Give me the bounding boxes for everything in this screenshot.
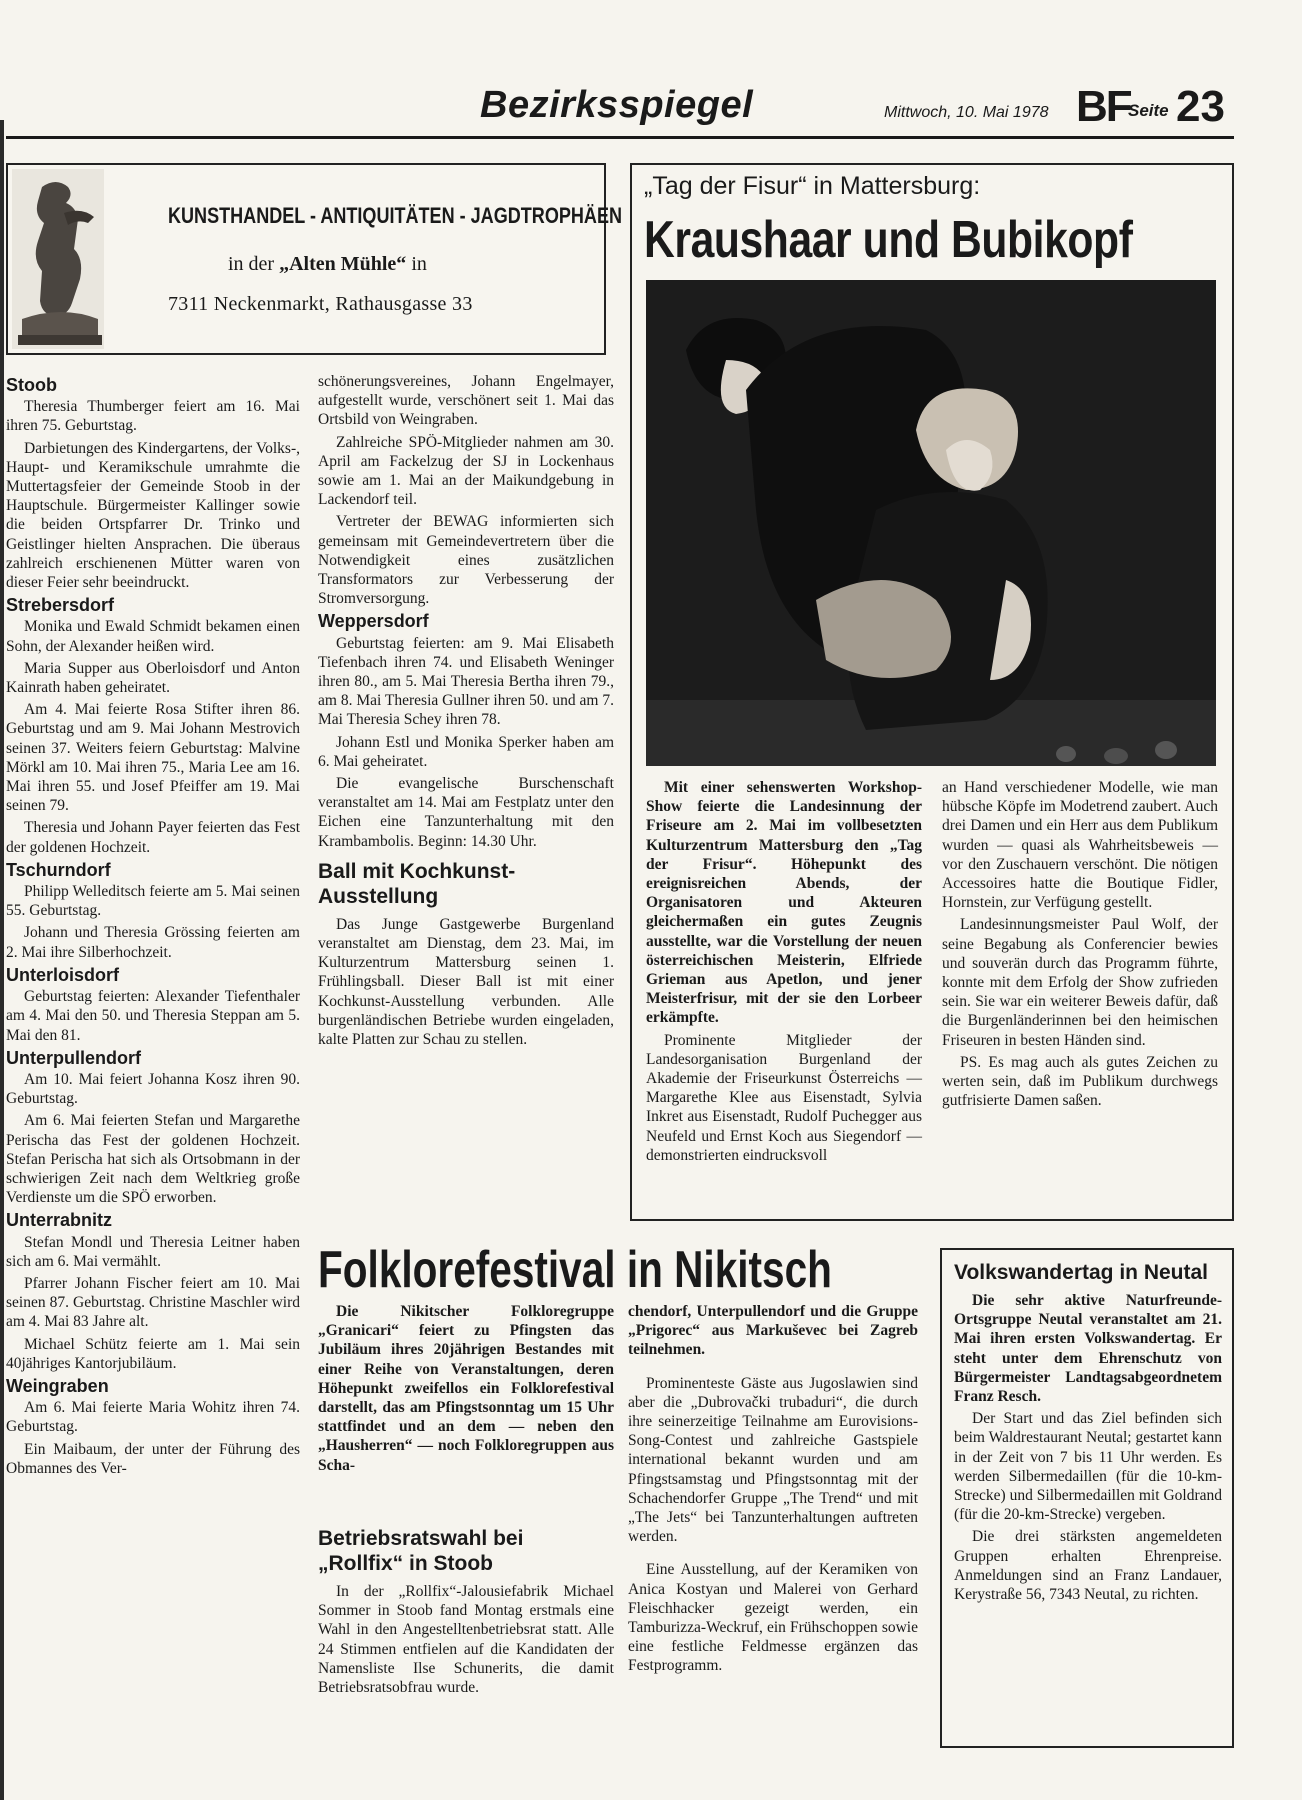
article-column-2 bbox=[942, 778, 1218, 1113]
weingraben-p3: Zahlreiche SPÖ-Mitglieder nahmen am 30. April am Fackelzug der SJ in Lockenhaus sowie am 1. Mai an der Maikundgebung in Lackendorf teil. bbox=[318, 433, 614, 509]
folk-column-1 bbox=[318, 1302, 614, 1478]
betrieb-column bbox=[318, 1518, 614, 1700]
article-p4: PS. Es mag auch als gutes Zeichen zu werten sein, daß im Publikum durchwegs gutfrisierte Damen saßen. bbox=[942, 1053, 1218, 1110]
statue-photo bbox=[12, 169, 104, 349]
ad-venue-name: „Alten Mühle“ bbox=[279, 253, 407, 275]
tschurndorf-p1: Philipp Welleditsch feierte am 5. Mai seinen 55. Geburtstag. bbox=[6, 883, 300, 920]
page-label: Seite bbox=[1128, 101, 1169, 120]
local-news-column-1 bbox=[6, 372, 300, 1481]
weingraben-cont: schönerungsvereines, Johann Engelmayer, aufgestellt wurde, verschönert seit 1. Mai das Ortsbild von Weingraben. bbox=[318, 373, 614, 429]
header-rule bbox=[6, 136, 1234, 139]
article-kicker: „Tag der Fisur“ in Mattersburg: bbox=[644, 172, 981, 200]
unterpullendorf-p2: Am 6. Mai feierten Stefan und Margarethe Perischa das Fest der goldenen Hochzeit. Stefan Perischa hat sich als Ortsobmann in der schwierigen Zeit nach dem Weltkrieg große Verdienste um die SPÖ erworben. bbox=[6, 1112, 300, 1207]
folk-p2: Eine Ausstellung, auf der Keramiken von Anica Kostyan und Malerei von Gerhard Fleischhacker gezeigt werden, ein Tamburizza-Weckruf, ein Frühschoppen sowie eine festliche Feldmesse ergänzen das Festprogramm. bbox=[628, 1561, 918, 1675]
issue-date: Mittwoch, 10. Mai 1978 bbox=[884, 104, 1049, 121]
heading-betrieb: Betriebsratswahl bei „Rollfix“ in Stoob bbox=[318, 1527, 524, 1575]
strebersdorf-p3: Am 4. Mai feierte Rosa Stifter ihren 86. Geburtstag und am 9. Mai Johann Mestrovich seinen 37. Weiters feiern Geburtstag: Malvine Mörkl am 10. Mai ihren 75., Maria Lee am 16. Mai ihren 55. und Josef Pfeiffer am 19. Mai seinen 79. bbox=[6, 701, 300, 815]
ball-p1: Das Junge Gastgewerbe Burgenland veranstaltet am Dienstag, dem 23. Mai, im Kulturzentrum Mattersburg seinen 1. Frühlingsball. Dieser Ball ist mit einer Kochkunst-Ausstellung verbunden. Alle burgenländischen Betriebe wurden eingeladen, kalte Platten zur Schau zu stellen. bbox=[318, 915, 614, 1049]
heading-unterloisdorf: Unterloisdorf bbox=[6, 964, 120, 985]
page-edge bbox=[0, 120, 4, 1800]
folk-p1: Prominenteste Gäste aus Jugoslawien sind aber die „Dubrovački trubaduri“, die durch ihre seinerzeitige Teilnahme am Eurovisions-Song-Contest und zahlreiche Gastspiele international bekannt wurden und am Pfingstsamstag und Pfingstsonntag mit der Schachendorfer Gruppe „The Trend“ und mit „The Jets“ bei Tanzunterhaltungen auftreten werden. bbox=[628, 1374, 918, 1546]
article-p3: Landesinnungsmeister Paul Wolf, der seine Begabung als Conferencier bewies und souverän durch das Programm führte, konnte mit dem Erfolg der Show zufrieden sein. Sie war ein weiterer Beweis dafür, daß die Burgenländerinnen bei den heimischen Friseuren in besten Händen sind. bbox=[942, 916, 1218, 1049]
strebersdorf-p1: Monika und Ewald Schmidt bekamen einen Sohn, der Alexander heißen wird. bbox=[6, 618, 300, 655]
volks-lead: Die sehr aktive Naturfreunde-Ortsgruppe Neutal veranstaltet am 21. Mai ihren ersten Volkswandertag. Er steht unter dem Ehrenschutz von Bürgermeister Landtagsabgeordnetem Franz Resch. bbox=[954, 1292, 1222, 1406]
section-title: Bezirksspiegel bbox=[480, 84, 754, 126]
folk-title: Folklorefestival in Nikitsch bbox=[318, 1241, 832, 1299]
heading-weingraben: Weingraben bbox=[6, 1375, 109, 1396]
ad-line2-post: in bbox=[411, 253, 427, 275]
article-p1: Prominente Mitglieder der Landesorganisation Burgenland der Akademie der Friseurkunst Österreichs — Margarethe Klee aus Eisenstadt, Sylvia Inkret aus Eisenstadt, Rudolf Puchegger aus Neufeld und Ernst Koch aus Siegendorf — demonstrierten eindrucksvoll bbox=[646, 1031, 922, 1164]
weppersdorf-p3: Die evangelische Burschenschaft veranstaltet am 14. Mai am Festplatz unter den Eichen eine Tanzunterhaltung mit den Krambambolis. Beginn: 14.30 Uhr. bbox=[318, 775, 614, 850]
weppersdorf-p2: Johann Estl und Monika Sperker haben am 6. Mai geheiratet. bbox=[318, 733, 614, 770]
volks-p2: Die drei stärksten angemeldeten Gruppen erhalten Ehrenpreise. Anmeldungen sind an Franz Landauer, Kerystraße 56, 7343 Neutal, zu richten. bbox=[954, 1528, 1222, 1604]
weppersdorf-p1: Geburtstag feierten: am 9. Mai Elisabeth Tiefenbach ihren 74. und Elisabeth Weninger ihren 80., am 5. Mai Theresia Bertha ihren 79., am 8. Mai Theresia Gullner ihren 50. und am 7. Mai Theresia Schey ihren 78. bbox=[318, 634, 614, 729]
page-number: 23 bbox=[1176, 82, 1225, 131]
ad-location-line bbox=[228, 253, 427, 276]
stoob-p2: Darbietungen des Kindergartens, der Volks-, Haupt- und Keramikschule umrahmte die Muttertagsfeier der Gemeinde Stoob in der Hauptschule. Bürgermeister Kallinger sowie die beiden Ortspfarrer Dr. Trinko und Geistlinger hielten Ansprachen. Die überaus zahlreich erschienenen Mütter waren von dieser Feier sehr beeindruckt. bbox=[6, 439, 300, 592]
tschurndorf-p2: Johann und Theresia Grössing feierten am 2. Mai ihre Silberhochzeit. bbox=[6, 924, 300, 961]
heading-weppersdorf: Weppersdorf bbox=[318, 611, 429, 632]
strebersdorf-p4: Theresia und Johann Payer feierten das Fest der goldenen Hochzeit. bbox=[6, 819, 300, 856]
heading-ball: Ball mit Kochkunst-Ausstellung bbox=[318, 859, 516, 908]
heading-strebersdorf: Strebersdorf bbox=[6, 595, 115, 616]
unterpullendorf-p1: Am 10. Mai feiert Johanna Kosz ihren 90. Geburtstag. bbox=[6, 1070, 300, 1108]
unterrabnitz-p3: Michael Schütz feierte am 1. Mai sein 40jähriges Kantorjubiläum. bbox=[6, 1335, 300, 1372]
article-title: Kraushaar und Bubikopf bbox=[644, 211, 1133, 269]
weingraben-p2: Ein Maibaum, der unter der Führung des Obmannes des Ver- bbox=[6, 1440, 300, 1477]
folk-lead: Die Nikitscher Folkloregruppe „Granicari“ feiert zu Pfingsten das Jubiläum ihres 20jährigen Bestandes mit einer Reihe von Veranstaltungen, deren Höhepunkt zweifellos ein Folklorefestival darstellt, das am Pfingstsonntag um 15 Uhr stattfindet und an dem — neben den „Hausherren“ — noch Folkloregruppen aus Scha- bbox=[318, 1303, 614, 1474]
volkswandertag-column bbox=[954, 1256, 1222, 1607]
folk-lead-cont: chendorf, Unterpullendorf und die Gruppe „Prigorec“ aus Markuševec bei Zagreb teilnehmen. bbox=[628, 1303, 918, 1359]
folk-column-2 bbox=[628, 1302, 918, 1679]
betrieb-p1: In der „Rollfix“-Jalousiefabrik Michael Sommer in Stoob fand Montag erstmals eine Wahl in den Angestelltenbetriebsrat statt. Alle 24 Stimmen entfielen auf die Kandidaten der Namensliste Ilse Schunerits, die damit Betriebsratsobfrau wurde. bbox=[318, 1583, 614, 1697]
strebersdorf-p2: Maria Supper aus Oberloisdorf und Anton Kainrath haben geheiratet. bbox=[6, 659, 300, 697]
newspaper-logo: BF bbox=[1076, 82, 1131, 131]
ad-line2-pre: in der bbox=[228, 253, 275, 275]
weingraben-p1: Am 6. Mai feierte Maria Wohitz ihren 74. Geburtstag. bbox=[6, 1399, 300, 1436]
heading-volkswandertag: Volkswandertag in Neutal bbox=[954, 1261, 1208, 1284]
heading-unterpullendorf: Unterpullendorf bbox=[6, 1047, 141, 1068]
advertisement bbox=[6, 163, 623, 355]
unterrabnitz-p2: Pfarrer Johann Fischer feiert am 10. Mai seinen 87. Geburtstag. Christine Maschler wird am 4. Mai 83 Jahre alt. bbox=[6, 1274, 300, 1331]
volks-p1: Der Start und das Ziel befinden sich beim Waldrestaurant Neutal; gestartet kann in der Zeit von 7 bis 11 Uhr werden. Es werden Silbermedaillen (für die 10-km-Strecke) und Silbermedaillen mit Goldrand (für die 20-km-Strecke) vergeben. bbox=[954, 1410, 1222, 1524]
unterloisdorf-p1: Geburtstag feierten: Alexander Tiefenthaler am 4. Mai den 50. und Theresia Steppan am 5. Mai den 81. bbox=[6, 988, 300, 1044]
local-news-column-2 bbox=[318, 372, 614, 1052]
ad-address: 7311 Neckenmarkt, Rathausgasse 33 bbox=[168, 293, 473, 315]
heading-unterrabnitz: Unterrabnitz bbox=[6, 1210, 113, 1231]
article-lead: Mit einer sehenswerten Workshop-Show feierte die Landesinnung der Friseure am 2. Mai im vollbesetzten Kulturzentrum Mattersburg den „Tag der Frisur“. Höhepunkt des ereignisreichen Abends, der Organisatoren und Akteuren gleichermaßen ein gutes Zeugnis ausstellte, war die Vorstellung der neuen österreichischen Meisterin, Elfriede Grieman aus Apetlon, und jener Meisterfrisur, mit der sie den Lorbeer erkämpfte. bbox=[646, 779, 922, 1027]
unterrabnitz-p1: Stefan Mondl und Theresia Leitner haben sich am 6. Mai vermählt. bbox=[6, 1233, 300, 1270]
hairdressing-photo bbox=[646, 280, 1216, 766]
weingraben-p4: Vertreter der BEWAG informierten sich gemeinsam mit Gemeindevertretern über die Notwendigkeit eines zusätzlichen Transformators zur Verbesserung der Stromversorgung. bbox=[318, 513, 614, 608]
stoob-p1: Theresia Thumberger feiert am 16. Mai ihren 75. Geburtstag. bbox=[6, 398, 300, 435]
heading-stoob: Stoob bbox=[6, 375, 57, 395]
ad-headline: KUNSTHANDEL - ANTIQUITÄTEN - JAGDTROPHÄEN bbox=[168, 203, 623, 228]
heading-tschurndorf: Tschurndorf bbox=[6, 859, 111, 880]
article-column-1 bbox=[646, 778, 922, 1168]
article-p2: an Hand verschiedener Modelle, wie man hübsche Köpfe im Modetrend zaubert. Auch drei Damen und ein Herr aus dem Publikum wurden — quasi als Wahrheitsbeweis — vor den Zuschauern verschönt. Die nötigen Accessoires hatte die Boutique Fidler, Hornstein, zur Verfügung gestellt. bbox=[942, 779, 1218, 912]
